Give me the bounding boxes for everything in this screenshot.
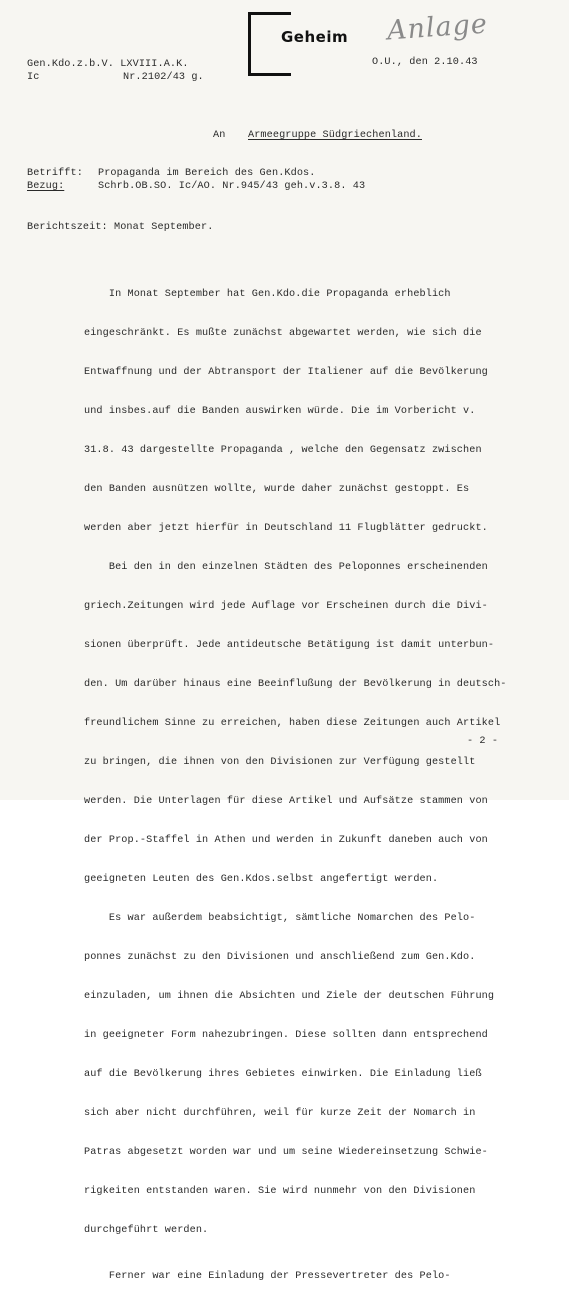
body-line: und insbes.auf die Banden auswirken würde. Die im Vorbericht v. bbox=[84, 406, 476, 417]
letter-body bbox=[84, 262, 554, 1309]
body-line: Es war außerdem beabsichtigt, sämtliche Nomarchen des Pelo- bbox=[84, 913, 476, 924]
recipient-name: Armeegruppe Südgriechenland. bbox=[248, 130, 422, 141]
body-line: ponnes zunächst zu den Divisionen und anschließend zum Gen.Kdo. bbox=[84, 952, 476, 963]
sender-unit: Gen.Kdo.z.b.V. LXVIII.A.K. bbox=[27, 59, 189, 70]
handwritten-annotation: Anlage bbox=[386, 8, 489, 47]
body-line: durchgeführt werden. bbox=[84, 1225, 209, 1236]
body-line: einzuladen, um ihnen die Absichten und Ziele der deutschen Führung bbox=[84, 991, 495, 1002]
body-line: Ferner war eine Einladung der Pressevertreter des Pelo- bbox=[84, 1271, 451, 1282]
reference-text: Schrb.OB.SO. Ic/AO. Nr.945/43 geh.v.3.8. 43 bbox=[98, 181, 366, 192]
place-date: O.U., den 2.10.43 bbox=[372, 57, 478, 68]
report-period: Berichtszeit: Monat September. bbox=[27, 222, 214, 233]
recipient-prefix: An bbox=[213, 130, 226, 141]
body-line: 31.8. 43 dargestellte Propaganda , welche den Gegensatz zwischen bbox=[84, 445, 482, 456]
subject-label: Betrifft: bbox=[27, 168, 83, 179]
body-line: griech.Zeitungen wird jede Auflage vor Erscheinen durch die Divi- bbox=[84, 601, 488, 612]
body-line: geeigneten Leuten des Gen.Kdos.selbst angefertigt werden. bbox=[84, 874, 439, 885]
sender-section: Ic bbox=[27, 72, 40, 83]
secret-stamp: Geheim bbox=[281, 28, 349, 46]
body-line: Entwaffnung und der Abtransport der Italiener auf die Bevölkerung bbox=[84, 367, 488, 378]
subject-text: Propaganda im Bereich des Gen.Kdos. bbox=[98, 168, 316, 179]
body-line: freundlichem Sinne zu erreichen, haben diese Zeitungen auch Artikel bbox=[84, 718, 501, 729]
body-line: Patras abgesetzt worden war und um seine Wiedereinsetzung Schwie- bbox=[84, 1147, 488, 1158]
body-line: Bei den in den einzelnen Städten des Peloponnes erscheinenden bbox=[84, 562, 488, 573]
body-line: den Banden ausnützen wollte, wurde daher zunächst gestoppt. Es bbox=[84, 484, 470, 495]
body-line: In Monat September hat Gen.Kdo.die Propaganda erheblich bbox=[84, 289, 451, 300]
body-line: sionen überprüft. Jede antideutsche Betätigung ist damit unterbun- bbox=[84, 640, 495, 651]
body-line: der Prop.-Staffel in Athen und werden in Zukunft daneben auch von bbox=[84, 835, 488, 846]
body-line: werden aber jetzt hierfür in Deutschland 11 Flugblätter gedruckt. bbox=[84, 523, 488, 534]
body-line: eingeschränkt. Es mußte zunächst abgewartet werden, wie sich die bbox=[84, 328, 482, 339]
body-line: rigkeiten entstanden waren. Sie wird nunmehr von den Divisionen bbox=[84, 1186, 476, 1197]
body-line: den. Um darüber hinaus eine Beeinflußung der Bevölkerung in deutsch- bbox=[84, 679, 507, 690]
body-line: werden. Die Unterlagen für diese Artikel und Aufsätze stammen von bbox=[84, 796, 488, 807]
body-line: sich aber nicht durchführen, weil für kurze Zeit der Nomarch in bbox=[84, 1108, 476, 1119]
body-line: in geeigneter Form nahezubringen. Diese sollten dann entsprechend bbox=[84, 1030, 488, 1041]
reference-label: Bezug: bbox=[27, 181, 65, 192]
body-line: auf die Bevölkerung ihres Gebietes einwirken. Die Einladung ließ bbox=[84, 1069, 482, 1080]
page-number: - 2 - bbox=[467, 736, 499, 747]
body-line: zu bringen, die ihnen von den Divisionen zur Verfügung gestellt bbox=[84, 757, 476, 768]
reference-number: Nr.2102/43 g. bbox=[123, 72, 204, 83]
